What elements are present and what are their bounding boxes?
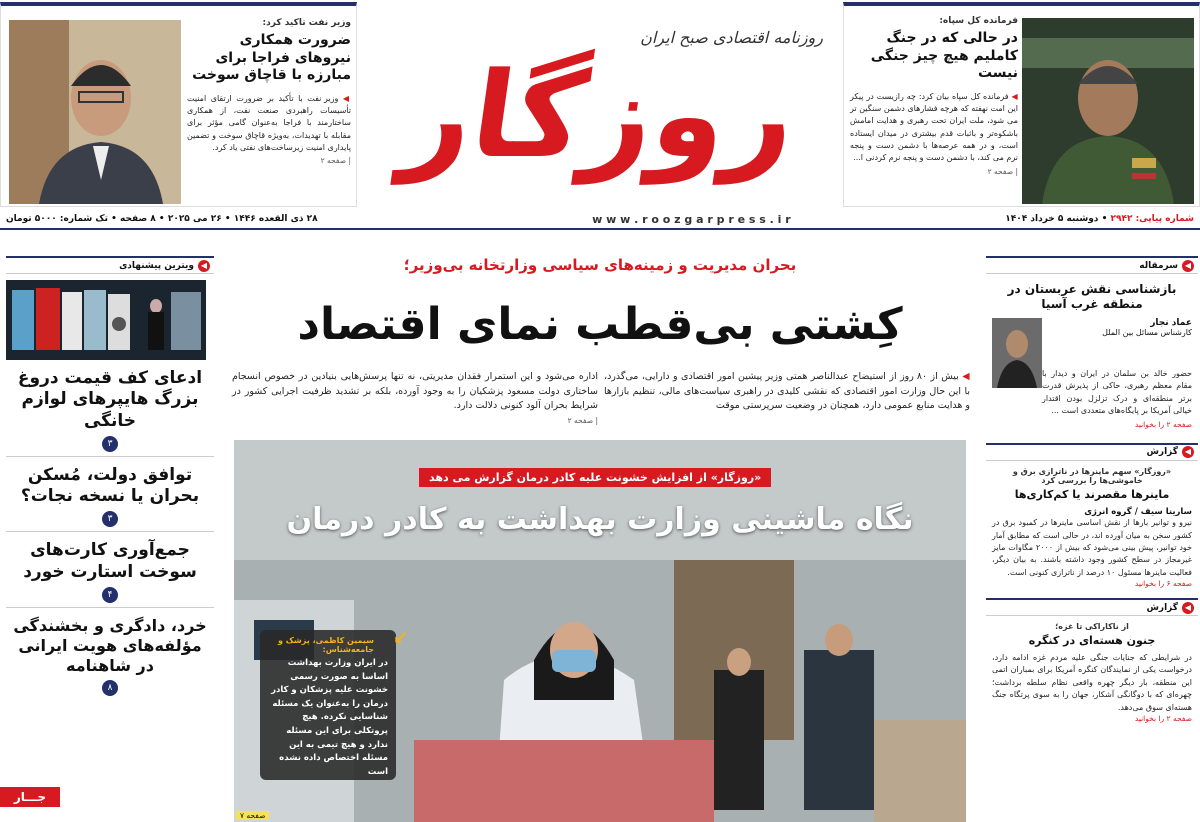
showcase-list xyxy=(6,360,214,700)
appliance-store-photo xyxy=(6,280,206,360)
report-body: نیرو و توانیر بارها از نقش اساسی ماینرها در کمبود برق در کشور سخن به میان آورده اند، در حالی است که مطابق آمار خود توانیر، پیش بینی می‌شود که بیش از ۲۰۰۰ مگاوات مایز غیرمجاز در سطح کشور وجود داشته باشند. به بیان دیگر، فعالیت ماینرها مسئول ۱۰ درصد از ناترازی کنونی است. xyxy=(992,518,1192,577)
section-label: گزارش xyxy=(1146,447,1178,458)
dateline-right: شماره پیاپی: ۲۹۴۲ • دوشنبه ۵ خرداد ۱۴۰۴ xyxy=(1005,214,1194,224)
showcase-title[interactable]: خرد، دادگری و بخشندگی مؤلفه‌های هویت ایرانی در شاهنامه xyxy=(13,615,207,675)
website[interactable]: w w w . r o o z g a r p r e s s . i r xyxy=(592,212,791,226)
showcase-item[interactable] xyxy=(6,532,214,608)
main-photo-story[interactable] xyxy=(234,440,966,822)
page-ref[interactable]: صفحه ۲ را بخوانید xyxy=(1134,713,1192,723)
story-title[interactable]: ضرورت همکاری نیروهای فراجا برای مبارزه با قاچاق سوخت xyxy=(192,32,351,83)
author-photo xyxy=(992,318,1042,388)
arrow-icon: ↙ xyxy=(392,628,408,649)
quote-text: در ایران وزارت بهداشت اساسا به صورت رسمی خشونت علیه پزشکان و کادر درمان را به‌عنوان یک مسئله شناسایی نکرده. هیچ پروتکلی برای این مسئله ندارد و هیچ تیمی به این مسئله اختصاص داده نشده است xyxy=(271,658,388,777)
page-ref[interactable]: صفحه ۲ xyxy=(567,416,594,426)
main-col-2: اداره می‌شود و این استمرار فقدان مدیریتی، نه تنها پرسش‌هایی بنیادین در خصوص انسجام ساختاری دولت مسعود پزشکیان را به وجود آورده، بلکه بر تشدید ظرفیت اجرایی کشور در شرایط بحران آلود کنونی دلالت دارد. | صفحه ۲ xyxy=(232,371,598,426)
section-label: ویترین پیشنهادی xyxy=(119,260,194,271)
bullet-icon: ◀ xyxy=(958,371,971,382)
photo-story-headline[interactable]: نگاه ماشینی وزارت بهداشت به کادر درمان xyxy=(286,502,914,537)
persian-date: دوشنبه ۵ خرداد ۱۴۰۴ xyxy=(1005,214,1099,224)
section-header-report xyxy=(986,443,1198,461)
top-right-story[interactable]: فرمانده کل سپاه: در حالی که در جنگ کاملیم هیچ چیز جنگی نیست ◀ فرمانده کل سپاه بیان کرد: چه رازیست در پیکر این امت نهفته که هرچه فشارهای دشمن سنگین تر می شود، ملت ایران تحت رهبری و هدایت امامش باشکوه‌تر و باثبات قدم بیشتری در میدان ایستاده است، و در همه عرصه‌ها با دشمن دست و پنجه نرم می کند، با دشمن دست و پنجه نرم کردنی ا... | صفحه ۲ xyxy=(843,2,1200,207)
section-header-report-2 xyxy=(986,598,1198,616)
report-author: سارینا سیف / گروه انرژی xyxy=(1084,507,1192,518)
page-number-badge: ۳ xyxy=(102,436,118,452)
bullet-icon: ◀ xyxy=(338,93,351,103)
arrow-icon: ◀ xyxy=(198,260,210,272)
section-header-showcase xyxy=(6,256,214,274)
showcase-title[interactable]: توافق دولت، مُسکن بحران یا نسخه نجات؟ xyxy=(20,464,200,506)
page-number-badge: ۳ xyxy=(102,511,118,527)
arrow-icon: ◀ xyxy=(1182,602,1194,614)
author-name: عماد نجار xyxy=(1150,318,1192,328)
logo-wordmark: روزگار xyxy=(395,46,805,184)
quote-box xyxy=(260,628,408,780)
showcase-title[interactable]: ادعای کف قیمت دروغ بزرگ هایپرهای لوازم خانگی xyxy=(17,368,203,431)
page-ref[interactable]: صفحه ۲ را بخوانید xyxy=(1134,419,1192,429)
left-column xyxy=(6,256,214,822)
photo-story-tag: «روزگار» از افزایش خشونت علیه کادر درمان گزارش می دهد xyxy=(419,468,771,487)
section-label: گزارش xyxy=(1146,602,1178,613)
report-kicker: «روزگار» سهم ماینرها در ناترازی برق و خاموشی‌ها را بررسی کرد xyxy=(1012,466,1172,485)
author-role: کارشناس مسائل بین الملل xyxy=(1102,328,1192,337)
arrow-icon: ◀ xyxy=(1182,446,1194,458)
commander-photo xyxy=(1022,18,1194,204)
jar-stamp: جـــار xyxy=(0,787,60,807)
section-label: سرمقاله xyxy=(1139,260,1178,271)
tagline: روزنامه اقتصادی صبح ایران xyxy=(640,28,823,47)
main-headline[interactable]: کِشتی بی‌قطب نمای اقتصاد xyxy=(297,299,903,350)
editorial-title[interactable]: بازشناسی نقش عربستان در منطقه غرب آسیا xyxy=(1007,282,1177,311)
story-body: ◀ فرمانده کل سپاه بیان کرد: چه رازیست در پیکر این امت نهفته که هرچه فشارهای دشمن سنگین تر می شود، ملت ایران تحت رهبری و هدایت امامش باشکوه‌تر و باثبات قدم بیشتری در میدان ایستاده است، و در همه عرصه‌ها با دشمن دست و پنجه نرم می کند، با دشمن دست و پنجه نرم کردنی ا... xyxy=(850,91,1018,163)
masthead-logo[interactable] xyxy=(360,0,835,210)
page-count: ۸ صفحه xyxy=(120,214,156,224)
issue-number: شماره پیاپی: ۲۹۴۲ xyxy=(1110,214,1194,224)
page-number-badge: ۸ xyxy=(102,680,118,696)
report-kicker: از ناکاراکی تا غزه؛ xyxy=(1055,622,1129,632)
right-column xyxy=(986,256,1198,822)
story-body: ◀ وزیر نفت با تأکید بر ضرورت ارتقای امنیت تأسیسات راهبردی صنعت نفت، از همکاری ساختارمند با فراجا به‌عنوان گامی مؤثر برای مقابله با تهدیدات، به‌ویژه قاچاق سوخت و تضمین پایداری امنیت زیرساخت‌های نفتی یاد کرد. xyxy=(187,93,351,153)
dateline-bar xyxy=(0,210,1200,230)
report-body: در شرایطی که جنایات جنگی علیه مردم غزه ادامه دارد، درخواست یکی از نمایندگان کنگره آمریکا برای بمباران اتمی این منطقه، بار دیگر چهره واقعی نظام سلطه برداشت؛ چهره‌ای که با دوگانگی آشکار، جهان را به سوی پرتگاه جنگ هسته‌ای سوق می‌دهد. xyxy=(992,653,1192,712)
showcase-item[interactable] xyxy=(6,360,214,457)
page-ref[interactable]: صفحه ۶ را بخوانید xyxy=(1134,579,1192,589)
page-ref[interactable]: صفحه ۲ xyxy=(320,156,347,166)
page-number-badge: ۴ xyxy=(102,587,118,603)
minister-photo xyxy=(9,20,181,204)
arrow-icon: ◀ xyxy=(1182,260,1194,272)
top-left-story[interactable]: وزیر نفت تاکید کرد: ضرورت همکاری نیروهای فراجا برای مبارزه با قاچاق سوخت ◀ وزیر نفت با تأکید بر ضرورت ارتقای امنیت تأسیسات راهبردی صنعت نفت، از همکاری ساختارمند با فراجا به‌عنوان گامی مؤثر برای مقابله با تهدیدات، به‌ویژه قاچاق سوخت و تضمین پایداری امنیت زیرساخت‌های نفتی یاد کرد. | صفحه ۲ xyxy=(0,2,357,207)
quote-author: سیمین کاظمی، پزشک و جامعه‌شناس: xyxy=(277,636,374,654)
story-kicker: فرمانده کل سپاه: xyxy=(939,16,1018,26)
report-title[interactable]: ماینرها مقصرند یا کم‌کاری‌ها xyxy=(1014,487,1170,501)
showcase-item[interactable] xyxy=(6,608,214,700)
bullet-icon: ◀ xyxy=(1008,91,1018,101)
report-title[interactable]: جنون هسته‌ای در کنگره xyxy=(1028,634,1156,648)
editorial-body: حضور خالد بن سلمان در ایران و دیدار با مقام معظم رهبری، حاکی از پذیرش قدرت برتر منطقه‌ای و درک تزلزل بودن اقتدار خیالی آمریکا بر پایگاه‌های متعددی است ... xyxy=(1042,369,1192,416)
main-col-1: ◀ بیش از ۸۰ روز از استیضاح عبدالناصر همتی وزیر پیشین امور اقتصادی و دارایی، می‌گذرد، با این حال وزارت امور اقتصادی که نقشی کلیدی در راهبری سیاست‌های مالی، تنظیم بازارها و هدایت منابع عمومی دارد، همچنان در وضعیت سرپرستی موقت xyxy=(604,371,971,412)
en-date: ۲۶ می ۲۰۲۵ xyxy=(167,214,222,224)
main-kicker: بحران مدیریت و زمینه‌های سیاسی وزارتخانه بی‌وزیر؛ xyxy=(403,256,797,274)
price: تک شماره: ۵۰۰۰ تومان xyxy=(6,214,108,224)
hijri-date: ۲۸ ذی القعده ۱۴۴۶ xyxy=(233,214,318,224)
section-header-editorial xyxy=(986,256,1198,274)
page-ref[interactable]: صفحه ۲ xyxy=(987,166,1014,176)
dateline-left: ۲۸ ذی القعده ۱۴۴۶ • ۲۶ می ۲۰۲۵ • ۸ صفحه • تک شماره: ۵۰۰۰ تومان xyxy=(6,214,318,224)
story-kicker: وزیر نفت تاکید کرد: xyxy=(262,18,351,28)
showcase-item[interactable] xyxy=(6,457,214,533)
page-ref[interactable]: صفحه ۷ xyxy=(236,811,269,820)
story-title[interactable]: در حالی که در جنگ کاملیم هیچ چیز جنگی نیست xyxy=(870,30,1018,81)
showcase-title[interactable]: جمع‌آوری کارت‌های سوخت استارت خورد xyxy=(23,540,197,582)
